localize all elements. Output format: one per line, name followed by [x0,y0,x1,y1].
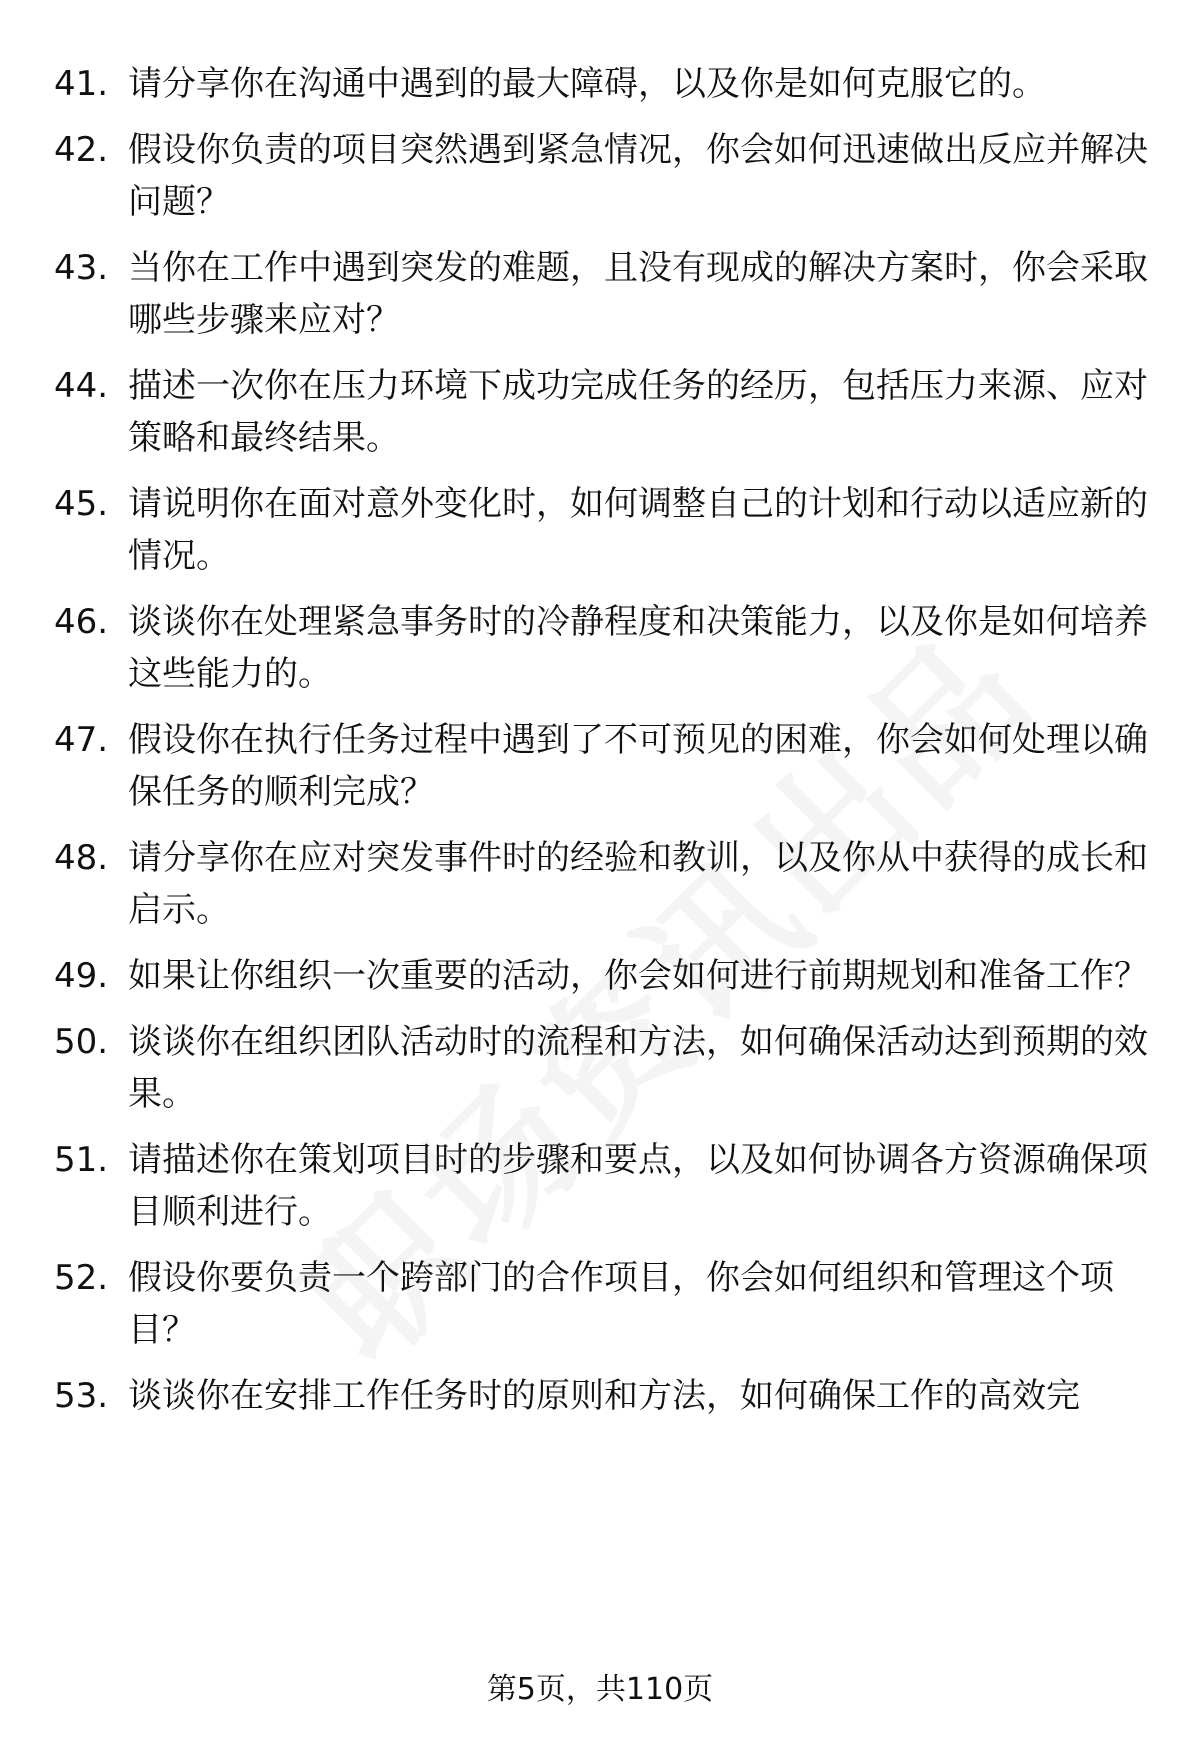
question-text: 谈谈你在组织团队活动时的流程和方法，如何确保活动达到预期的效果。 [128,1022,1148,1114]
question-number: 51. [54,1140,109,1180]
question-number: 41. [54,64,109,104]
question-text: 请说明你在面对意外变化时，如何调整自己的计划和行动以适应新的情况。 [128,484,1148,576]
question-item [54,1016,1154,1120]
question-item [54,714,1154,818]
question-text: 请分享你在应对突发事件时的经验和教训，以及你从中获得的成长和启示。 [128,838,1148,930]
question-number: 43. [54,248,109,288]
question-text: 假设你负责的项目突然遇到紧急情况，你会如何迅速做出反应并解决问题？ [128,130,1148,222]
question-item [54,1134,1154,1238]
question-item [54,478,1154,582]
question-number: 44. [54,366,109,406]
question-text: 假设你要负责一个跨部门的合作项目，你会如何组织和管理这个项目？ [128,1258,1114,1350]
question-item [54,950,1154,1002]
question-text: 当你在工作中遇到突发的难题，且没有现成的解决方案时，你会采取哪些步骤来应对？ [128,248,1148,340]
question-number: 45. [54,484,109,524]
question-number: 48. [54,838,109,878]
question-text: 谈谈你在安排工作任务时的原则和方法，如何确保工作的高效完 [128,1376,1080,1416]
question-item [54,242,1154,346]
question-text: 描述一次你在压力环境下成功完成任务的经历，包括压力来源、应对策略和最终结果。 [128,366,1148,458]
question-number: 47. [54,720,109,760]
question-text: 请描述你在策划项目时的步骤和要点，以及如何协调各方资源确保项目顺利进行。 [128,1140,1148,1232]
question-item [54,58,1154,110]
question-item [54,832,1154,936]
question-item [54,1370,1154,1422]
question-number: 46. [54,602,109,642]
page-footer: 第5页，共110页 [486,1672,714,1707]
question-number: 42. [54,130,109,170]
question-text: 如果让你组织一次重要的活动，你会如何进行前期规划和准备工作？ [128,956,1148,996]
question-text: 假设你在执行任务过程中遇到了不可预见的困难，你会如何处理以确保任务的顺利完成？ [128,720,1148,812]
question-number: 52. [54,1258,109,1298]
question-item [54,124,1154,228]
question-item [54,596,1154,700]
question-item [54,360,1154,464]
question-number: 49. [54,956,109,996]
question-item [54,1252,1154,1356]
question-text: 请分享你在沟通中遇到的最大障碍，以及你是如何克服它的。 [128,64,1046,104]
question-number: 50. [54,1022,109,1062]
question-number: 53. [54,1376,109,1416]
question-text: 谈谈你在处理紧急事务时的冷静程度和决策能力，以及你是如何培养这些能力的。 [128,602,1148,694]
question-list [54,58,1154,1422]
